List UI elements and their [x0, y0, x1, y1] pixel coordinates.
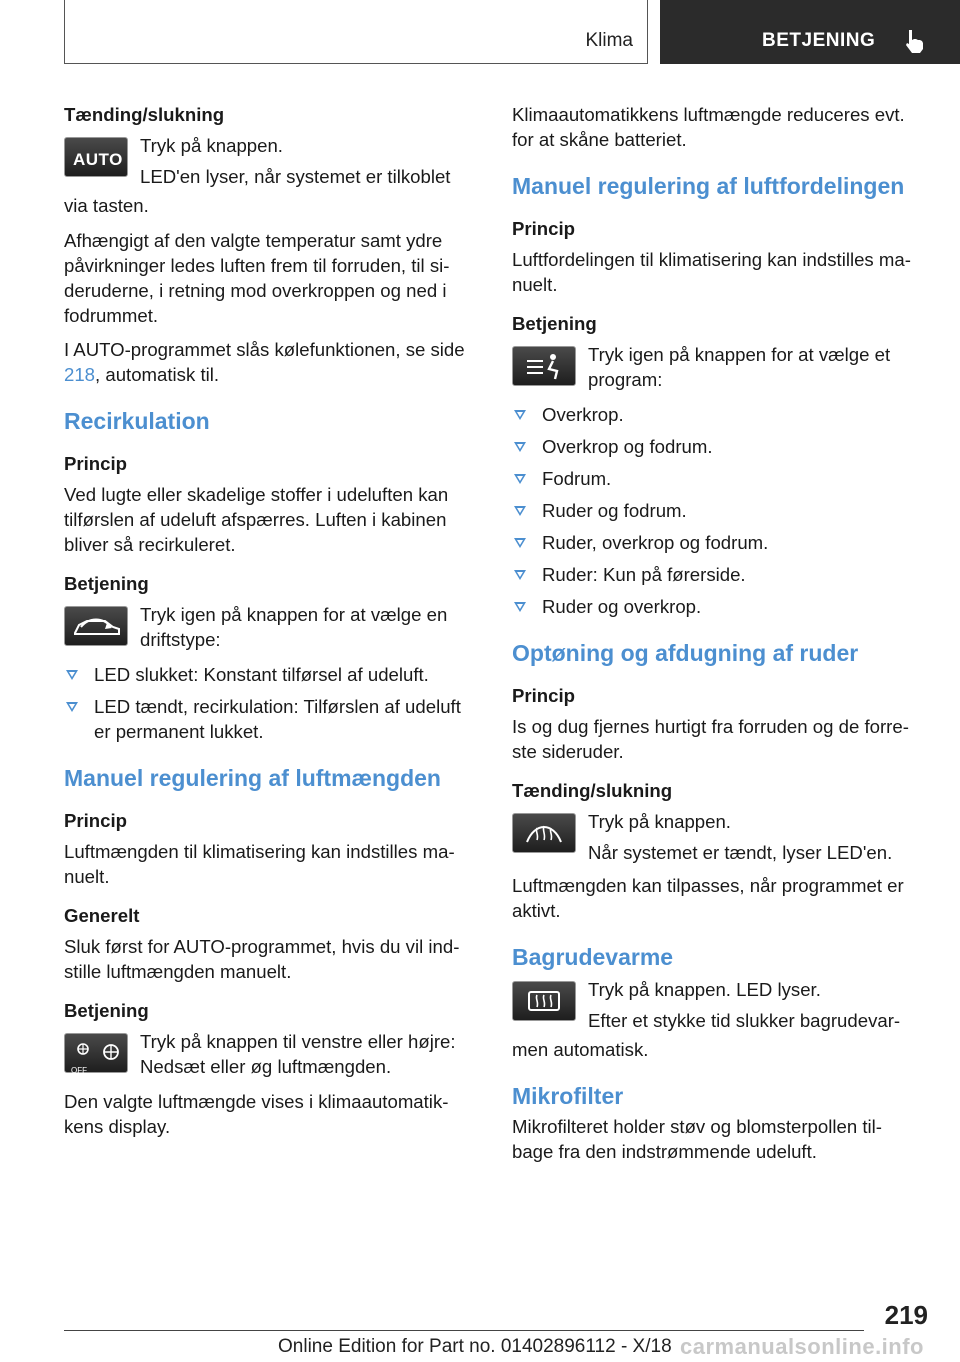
list-item: Overkrop og fodrum. — [512, 434, 922, 459]
subheading-princip-fordeling: Princip — [512, 218, 576, 239]
distribution-list — [512, 402, 922, 619]
maengde-paragraph: Luftmængden til klimatisering kan indstilles ma-nuelt. — [64, 841, 455, 887]
distribution-icon-text: Tryk igen på knappen for at vælge et program: — [588, 344, 891, 390]
optoning-paragraph: Is og dug fjernes hurtigt fra forruden og de forre-ste sideruder. — [512, 716, 909, 762]
right-column — [512, 102, 922, 1173]
auto-text-2: LED'en lyser, når systemet er tilkoblet — [140, 166, 451, 187]
defrost-text-1: Tryk på knappen. — [588, 811, 731, 832]
mikrofilter-paragraph: Mikrofilteret holder støv og blomsterpollen til-bage fra den indstrømmende udeluft. — [512, 1116, 882, 1162]
auto-p2-text: I AUTO-programmet slås kølefunktionen, se side — [64, 339, 465, 360]
auto-paragraph-1: Afhængigt af den valgte temperatur samt ydre påvirkninger ledes luften frem til forruden, til si-deruderne, i retning mod overkroppen og ned i fodrummet. — [64, 230, 450, 326]
defrost-button-row — [512, 809, 922, 865]
subheading-generelt: Generelt — [64, 905, 140, 926]
heading-mikrofilter: Mikrofilter — [512, 1083, 624, 1109]
windshield-defrost-icon — [512, 813, 576, 853]
auto-p2-end: , automatisk til. — [95, 364, 220, 385]
auto-text-1: Tryk på knappen. — [140, 135, 283, 156]
header-section-box — [64, 0, 648, 64]
left-column — [64, 102, 474, 1148]
rear-text-2: Efter et stykke tid slukker bagrudevar- — [588, 1010, 901, 1031]
pointing-hand-icon — [902, 28, 928, 54]
fan-off-label: OFF — [71, 1066, 87, 1075]
rear-window-heater-icon — [512, 981, 576, 1021]
list-item: LED slukket: Konstant tilførsel af udeluft. — [64, 662, 474, 687]
heading-bagrudevarme: Bagrudevarme — [512, 944, 674, 970]
auto-button-row — [64, 133, 474, 189]
rear-window-button-row — [512, 977, 922, 1033]
header-chapter-box — [660, 0, 960, 64]
recirculation-car-icon — [64, 606, 128, 646]
rear-text-2-cont: men automatisk. — [512, 1039, 649, 1060]
list-item: Ruder og fodrum. — [512, 498, 922, 523]
header-chapter: BETJENING — [762, 30, 876, 51]
recirk-icon-text: Tryk igen på knappen for at vælge en driftstype: — [140, 604, 448, 650]
list-item: LED tændt, recirkulation: Tilførslen af udeluft er permanent lukket. — [64, 694, 474, 744]
heading-optoning: Optøning og afdugning af ruder — [512, 640, 859, 666]
page-header — [64, 0, 960, 66]
heading-luftmaengden: Manuel regulering af luftmængden — [64, 765, 441, 791]
footer-edition: Online Edition for Part no. 01402896112 - X/18 — [278, 1336, 672, 1357]
battery-paragraph: Klimaautomatikkens luftmængde reduceres evt. for at skåne batteriet. — [512, 104, 905, 150]
subheading-princip-recirk: Princip — [64, 453, 128, 474]
list-item: Overkrop. — [512, 402, 922, 427]
auto-icon-label: AUTO — [73, 150, 123, 169]
recirk-paragraph: Ved lugte eller skadelige stoffer i udeluften kan tilførslen af udeluft afspærres. Luften i kabinen bliver så recirkuleret. — [64, 484, 449, 555]
recirk-button-row — [64, 602, 474, 654]
auto-paragraph-2 — [64, 337, 474, 387]
footer-rule — [64, 1330, 864, 1331]
page-link-218[interactable]: 218 — [64, 364, 96, 385]
subheading-taending-optoning: Tænding/slukning — [512, 780, 673, 801]
air-distribution-icon — [512, 346, 576, 386]
rear-text-1: Tryk på knappen. LED lyser. — [588, 979, 821, 1000]
fan-icon-text: Tryk på knappen til venstre eller højre: Nedsæt eller øg luftmængden. — [140, 1031, 456, 1077]
list-item: Ruder: Kun på førerside. — [512, 562, 922, 587]
list-item: Ruder og overkrop. — [512, 594, 922, 619]
fan-paragraph: Den valgte luftmængde vises i klimaautomatik-kens display. — [64, 1091, 449, 1137]
defrost-paragraph: Luftmængden kan tilpasses, når programmet er aktivt. — [512, 875, 904, 921]
subheading-betjening-maengde: Betjening — [64, 1000, 149, 1021]
list-item: Fodrum. — [512, 466, 922, 491]
subheading-betjening-recirk: Betjening — [64, 573, 149, 594]
fan-speed-icon — [64, 1033, 128, 1073]
auto-button-icon — [64, 137, 128, 177]
auto-text-2-cont: via tasten. — [64, 195, 149, 216]
generelt-paragraph: Sluk først for AUTO-programmet, hvis du vil ind-stille luftmængden manuelt. — [64, 936, 460, 982]
subheading-princip-optoning: Princip — [512, 685, 576, 706]
defrost-text-2: Når systemet er tændt, lyser LED'en. — [588, 842, 893, 863]
list-item: Ruder, overkrop og fodrum. — [512, 530, 922, 555]
distribution-button-row — [512, 342, 922, 394]
subheading-princip-maengde: Princip — [64, 810, 128, 831]
fordeling-paragraph: Luftfordelingen til klimatisering kan indstilles ma-nuelt. — [512, 249, 911, 295]
subheading-betjening-fordeling: Betjening — [512, 313, 597, 334]
watermark: carmanualsonline.info — [680, 1334, 924, 1359]
page-number: 219 — [884, 1300, 928, 1330]
header-section: Klima — [585, 30, 633, 51]
fan-button-row — [64, 1029, 474, 1081]
subheading-taending: Tænding/slukning — [64, 104, 225, 125]
heading-luftfordelingen: Manuel regulering af luftfordelingen — [512, 173, 905, 199]
recirk-list — [64, 662, 474, 744]
heading-recirkulation: Recirkulation — [64, 408, 210, 434]
